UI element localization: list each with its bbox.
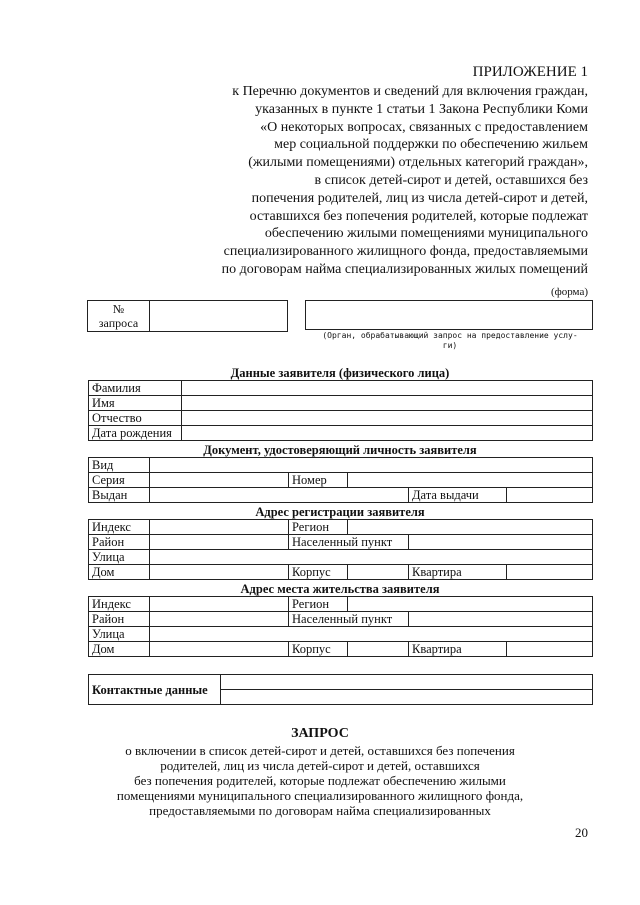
- registration-address-section-title: Адрес регистрации заявителя: [255, 505, 425, 519]
- building-label: Корпус: [289, 565, 348, 580]
- street-label: Улица: [89, 627, 150, 642]
- header-line: по договорам найма специализированных жилых помещений: [221, 261, 588, 277]
- applicant-table: [88, 380, 593, 441]
- issue-date-label: Дата выдачи: [409, 488, 507, 503]
- contacts-field-extra[interactable]: [221, 690, 593, 705]
- house-field[interactable]: [150, 642, 289, 657]
- table-row: [89, 396, 593, 411]
- header-line: оставшихся без попечения родителей, которые подлежат: [249, 208, 588, 224]
- identity-doc-table: [88, 457, 593, 503]
- settlement-label: Населенный пункт: [289, 535, 409, 550]
- table-row: [89, 473, 593, 488]
- series-field[interactable]: [150, 473, 289, 488]
- district-label: Район: [89, 612, 150, 627]
- table-row: [89, 520, 593, 535]
- index-field[interactable]: [150, 520, 289, 535]
- contacts-label: Контактные данные: [89, 675, 221, 705]
- request-line: о включении в список детей-сирот и детей, оставшихся без попечения: [125, 743, 515, 758]
- name-label: Имя: [89, 396, 182, 411]
- request-number-label: № запроса: [88, 301, 150, 332]
- building-label: Корпус: [289, 642, 348, 657]
- organ-field[interactable]: [305, 300, 593, 330]
- series-label: Серия: [89, 473, 150, 488]
- index-label: Индекс: [89, 597, 150, 612]
- region-label: Регион: [289, 597, 348, 612]
- house-field[interactable]: [150, 565, 289, 580]
- apartment-label: Квартира: [409, 642, 507, 657]
- organ-caption: (Орган, обрабатывающий запрос на предоставление услу- ги): [322, 331, 578, 350]
- request-line: без попечения родителей, которые подлежат обеспечению жилыми: [134, 773, 506, 788]
- patronymic-field[interactable]: [182, 411, 593, 426]
- identity-doc-section-title: Документ, удостоверяющий личность заявителя: [203, 443, 477, 457]
- header-line: указанных в пункте 1 статьи 1 Закона Республики Коми: [255, 101, 588, 117]
- settlement-field[interactable]: [409, 535, 593, 550]
- request-text: [0, 743, 640, 818]
- street-label: Улица: [89, 550, 150, 565]
- table-row: [89, 535, 593, 550]
- request-title: ЗАПРОС: [291, 726, 349, 741]
- apartment-label: Квартира: [409, 565, 507, 580]
- request-line: родителей, лиц из числа детей-сирот и детей, оставшихся: [160, 758, 480, 773]
- building-field[interactable]: [348, 642, 409, 657]
- table-row: [89, 381, 593, 396]
- house-label: Дом: [89, 642, 150, 657]
- settlement-field[interactable]: [409, 612, 593, 627]
- header-line: (жилыми помещениями) отдельных категорий граждан»,: [248, 155, 588, 171]
- street-field[interactable]: [150, 550, 593, 565]
- region-field[interactable]: [348, 520, 593, 535]
- patronymic-label: Отчество: [89, 411, 182, 426]
- residence-address-table: [88, 596, 593, 657]
- applicant-section-title: Данные заявителя (физического лица): [230, 366, 450, 380]
- apartment-field[interactable]: [507, 565, 593, 580]
- table-row: [89, 426, 593, 441]
- building-field[interactable]: [348, 565, 409, 580]
- birth-date-field[interactable]: [182, 426, 593, 441]
- house-label: Дом: [89, 565, 150, 580]
- birth-date-label: Дата рождения: [89, 426, 182, 441]
- district-label: Район: [89, 535, 150, 550]
- name-field[interactable]: [182, 396, 593, 411]
- header-line: обеспечению жилыми помещениями муниципального: [264, 226, 588, 242]
- table-row: [89, 488, 593, 503]
- table-row: [89, 565, 593, 580]
- contacts-table: [88, 674, 593, 705]
- table-row: [89, 642, 593, 657]
- doc-type-label: Вид: [89, 458, 150, 473]
- issue-date-field[interactable]: [507, 488, 593, 503]
- settlement-label: Населенный пункт: [289, 612, 409, 627]
- form-label: (форма): [550, 286, 588, 298]
- issued-by-label: Выдан: [89, 488, 150, 503]
- number-field[interactable]: [348, 473, 593, 488]
- apartment-field[interactable]: [507, 642, 593, 657]
- doc-type-field[interactable]: [150, 458, 593, 473]
- district-field[interactable]: [150, 535, 289, 550]
- street-field[interactable]: [150, 627, 593, 642]
- surname-label: Фамилия: [89, 381, 182, 396]
- residence-address-section-title: Адрес места жительства заявителя: [240, 582, 440, 596]
- header-line: мер социальной поддержки по обеспечению жильем: [274, 137, 588, 153]
- header-line: к Перечню документов и сведений для включения граждан,: [232, 84, 588, 99]
- request-number-box: [87, 300, 288, 332]
- surname-field[interactable]: [182, 381, 593, 396]
- table-row: [89, 627, 593, 642]
- table-row: [89, 458, 593, 473]
- request-line: помещениями муниципального специализированного жилищного фонда,: [116, 788, 524, 803]
- header-line: попечения родителей, лиц из числа детей-сирот и детей,: [251, 190, 588, 206]
- table-row: [89, 597, 593, 612]
- table-row: [89, 675, 593, 690]
- page-number: 20: [575, 825, 588, 840]
- index-field[interactable]: [150, 597, 289, 612]
- appendix-title: ПРИЛОЖЕНИЕ 1: [472, 64, 588, 80]
- request-number-field[interactable]: [150, 301, 288, 332]
- issued-by-field[interactable]: [150, 488, 409, 503]
- region-label: Регион: [289, 520, 348, 535]
- table-row: [89, 411, 593, 426]
- number-label: Номер: [289, 473, 348, 488]
- index-label: Индекс: [89, 520, 150, 535]
- district-field[interactable]: [150, 612, 289, 627]
- request-line: предоставляемыми по договорам найма специализированных: [149, 803, 491, 818]
- table-row: [89, 550, 593, 565]
- region-field[interactable]: [348, 597, 593, 612]
- contacts-field[interactable]: [221, 675, 593, 690]
- table-row: [89, 612, 593, 627]
- registration-address-table: [88, 519, 593, 580]
- header-line: в список детей-сирот и детей, оставшихся без: [314, 172, 588, 188]
- appendix-header-text: [222, 83, 588, 279]
- header-line: специализированного жилищного фонда, предоставляемыми: [223, 244, 588, 260]
- header-line: «О некоторых вопросах, связанных с предоставлением: [260, 119, 588, 135]
